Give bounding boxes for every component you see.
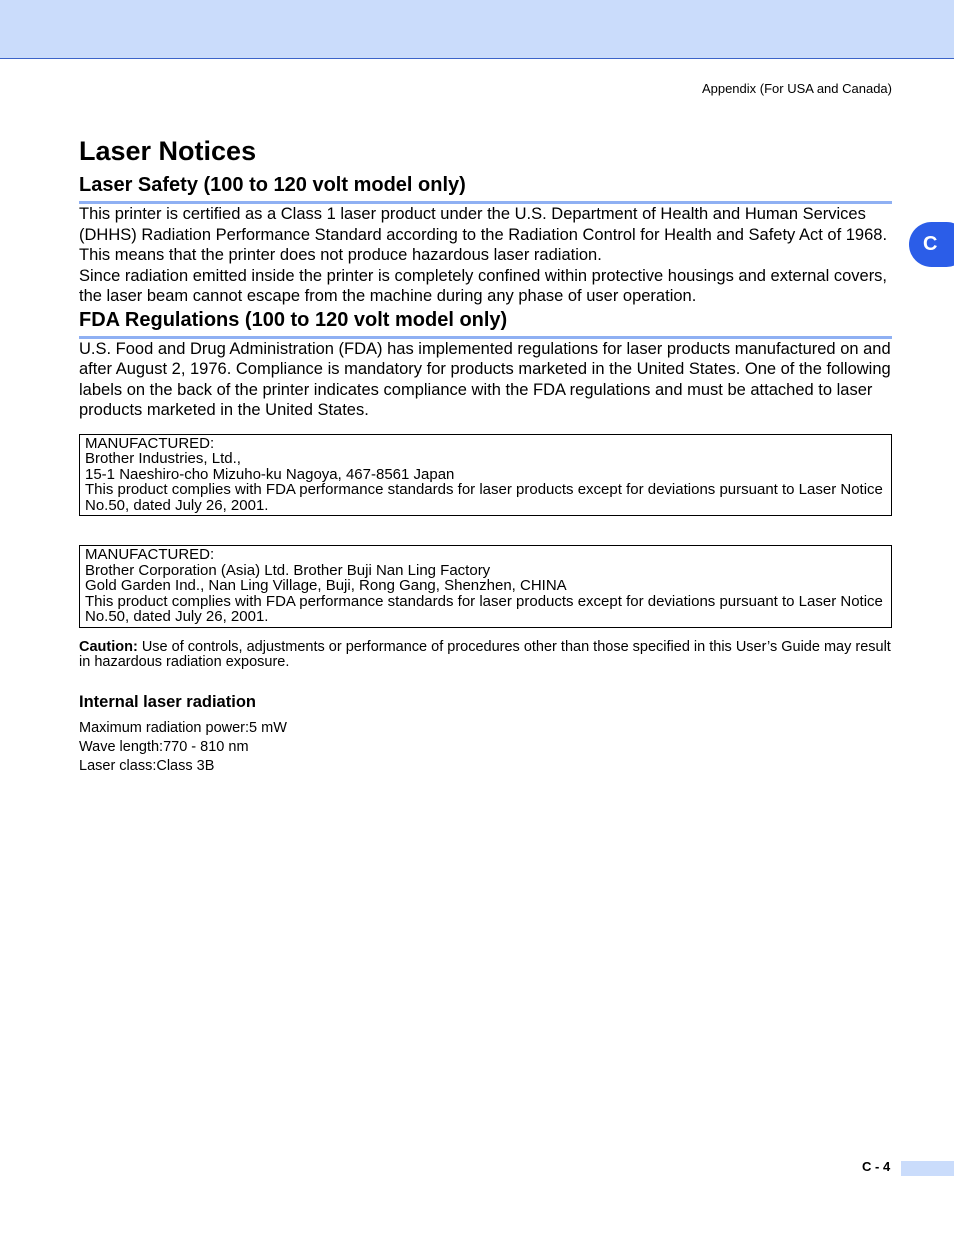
page-content	[79, 130, 892, 776]
laser-specs	[79, 719, 892, 776]
page-title: Laser Notices	[79, 136, 257, 166]
subsection-heading-internal-laser: Internal laser radiation	[79, 692, 256, 711]
laser-safety-paragraph-1: This printer is certified as a Class 1 laser product under the U.S. Department of Health and Human Services (DHHS) Radiation Performance Standard according to the Radiation Control for Health and Safety Act of 1968. This means that the printer does not produce hazardous laser radiation.	[79, 205, 888, 264]
footer-tab	[901, 1161, 954, 1176]
label-line: This product complies with FDA performance standards for laser products except for deviations pursuant to Laser Notice No.50, dated July 26, 2001.	[85, 481, 883, 514]
fda-label-box-japan	[79, 434, 892, 517]
laser-safety-paragraph-2: Since radiation emitted inside the printer is completely confined within protective housings and external covers, the laser beam cannot escape from the machine during any phase of user operation.	[79, 266, 888, 305]
spec-line: Laser class:Class 3B	[79, 757, 215, 774]
spec-line: Wave length:770 - 810 nm	[79, 738, 249, 755]
label-line: Brother Corporation (Asia) Ltd. Brother Buji Nan Ling Factory	[85, 561, 491, 579]
page-number: C - 4	[862, 1159, 891, 1174]
label-line: MANUFACTURED:	[85, 546, 215, 563]
spec-line: Maximum radiation power:5 mW	[79, 719, 287, 736]
chapter-tab[interactable]: C	[909, 222, 954, 267]
label-line: 15-1 Naeshiro-cho Mizuho-ku Nagoya, 467-8561 Japan	[85, 465, 455, 483]
header-band	[0, 0, 954, 59]
fda-paragraph: U.S. Food and Drug Administration (FDA) has implemented regulations for laser products manufactured on and after August 2, 1976. Compliance is mandatory for products marketed in the United States. One of the following labels on the back of the printer indicates compliance with the FDA regulations and must be attached to laser products marketed in the United States.	[79, 339, 891, 419]
section-heading-fda-regulations: FDA Regulations (100 to 120 volt model only)	[79, 307, 892, 339]
label-line: Brother Industries, Ltd.,	[85, 450, 241, 467]
caution-label: Caution:	[79, 638, 138, 655]
running-header: Appendix (For USA and Canada)	[701, 81, 892, 96]
section-heading-laser-safety: Laser Safety (100 to 120 volt model only)	[79, 172, 892, 204]
label-line: MANUFACTURED:	[85, 434, 215, 452]
caution-note	[79, 640, 892, 671]
label-line: This product complies with FDA performance standards for laser products except for deviations pursuant to Laser Notice No.50, dated July 26, 2001.	[85, 592, 883, 625]
fda-label-box-china	[79, 545, 892, 628]
label-line: Gold Garden Ind., Nan Ling Village, Buji, Rong Gang, Shenzhen, CHINA	[85, 577, 567, 594]
caution-text: Use of controls, adjustments or performance of procedures other than those specified in this User’s Guide may result in hazardous radiation exposure.	[79, 638, 891, 670]
